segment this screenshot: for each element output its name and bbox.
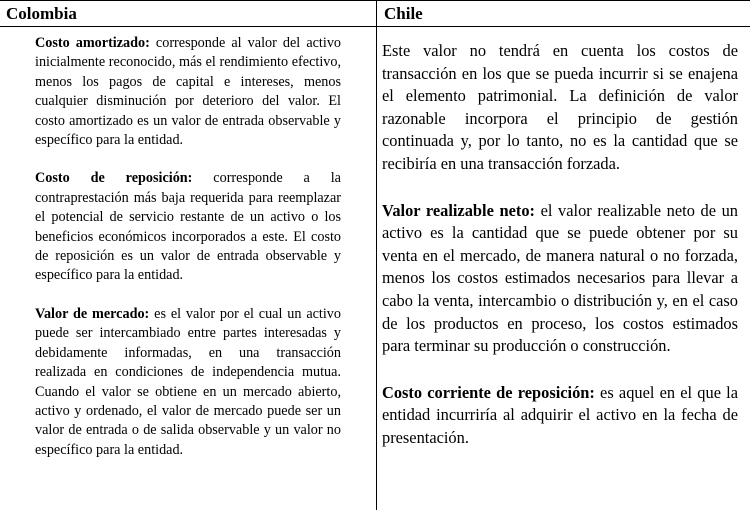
definition-term: Valor realizable neto: [382,200,535,220]
colombia-paragraph [35,34,341,150]
column-divider [376,0,377,510]
chile-paragraph [382,40,738,176]
definition-text: Este valor no tendrá en cuenta los costos de transacción en los que se pueda incurrir si se enajena el elemento patrimonial. La definición de valor razonable incorpora el principio de gestión continuada y, por lo tanto, no es la cantidad que se recibiría en una transacción forzada. [382,41,738,173]
chile-paragraph [382,200,738,358]
chile-paragraph [382,382,738,450]
definition-term: Valor de mercado: [35,305,150,322]
colombia-column [35,34,341,460]
definition-text: el valor realizable neto de un activo es la cantidad que se puede obtener por su venta en el mercado, de manera natural o no forzada, menos los costos estimados necesarios para llevar a cabo la venta, intercambio o distribución y, en el caso de los productos en proceso, los costos estimados para terminar su producción o construcción. [382,200,738,356]
definition-text: corresponde a la contraprestación más baja requerida para reemplazar el potencial de servicio restante de un activo o los beneficios económicos incorporados a este. El costo de reposición es un valor de entrada observable y específico para la entidad. [35,170,341,284]
definition-text: corresponde al valor del activo inicialmente reconocido, más el rendimiento efectivo, menos los pagos de capital e intereses, menos cualquier disminución por deterioro del valor. El costo amortizado es un valor de entrada observable y específico para la entidad. [35,35,342,149]
chile-column [382,40,738,450]
colombia-paragraph [35,305,341,460]
definition-text: es aquel en el que la entidad incurriría al adquirir el activo en la fecha de presentación. [382,382,739,447]
definition-term: Costo de reposición: [35,170,193,187]
header-chile: Chile [384,4,423,23]
definition-term: Costo corriente de reposición: [382,382,595,402]
definition-term: Costo amortizado: [35,35,150,51]
table-header-row [0,0,750,27]
colombia-paragraph [35,169,341,285]
definition-text: es el valor por el cual un activo puede ser intercambiado entre partes interesadas y debidamente informadas, en una transacción realizada en condiciones de independencia mutua. Cuando el valor se obtiene en un mercado abierto, activo y ordenado, el valor de mercado puede ser un valor de entrada o de salida observable y un valor no específico para la entidad. [35,305,341,458]
header-colombia: Colombia [6,4,77,23]
